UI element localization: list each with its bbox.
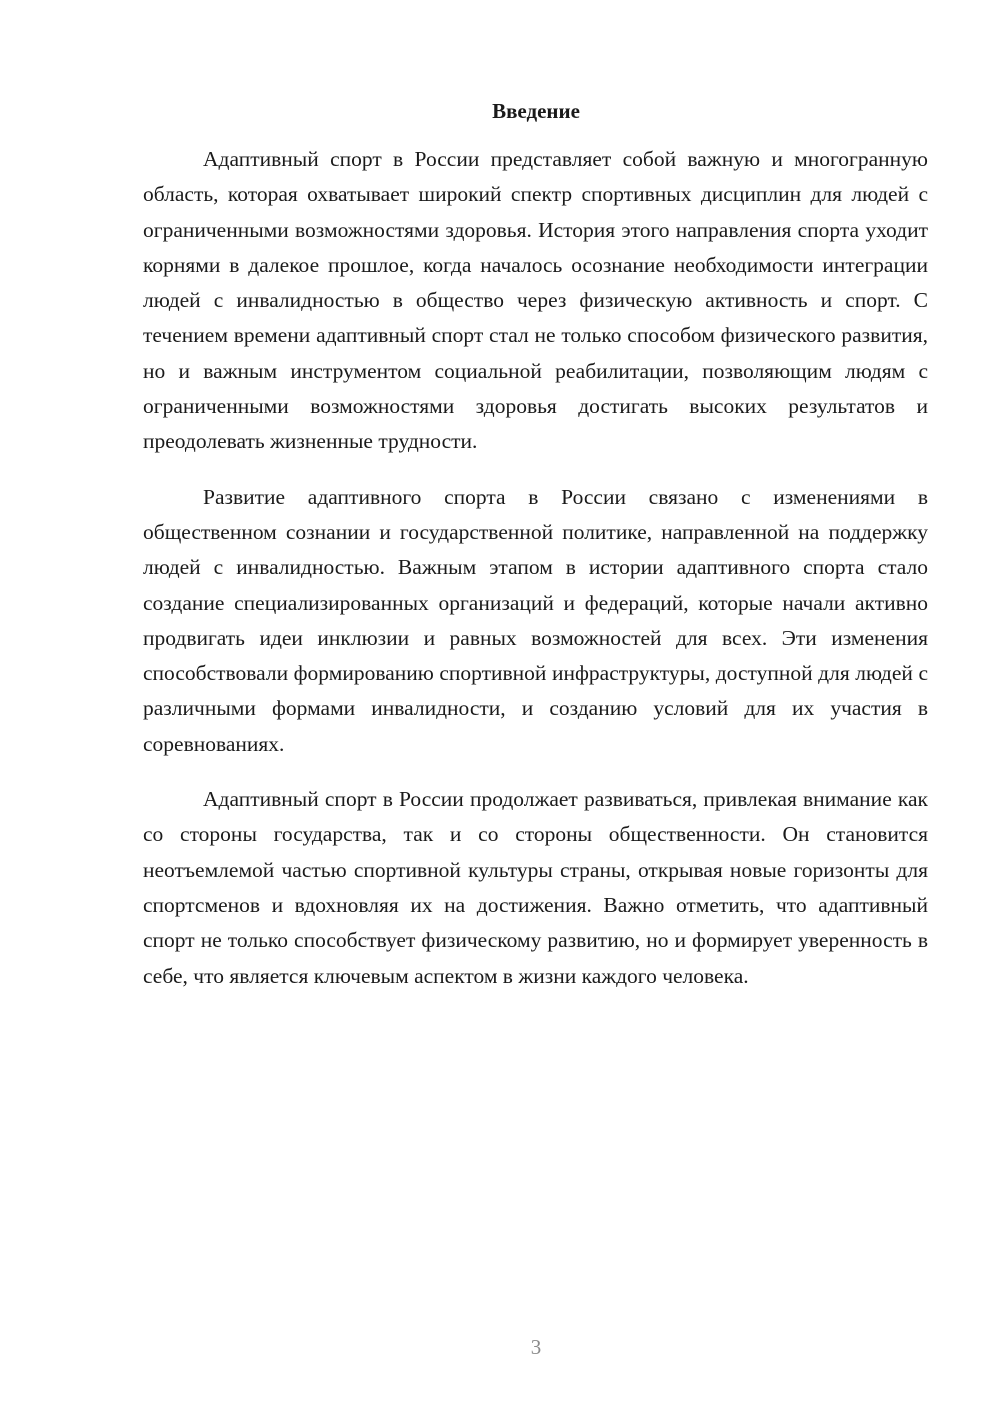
body-text (143, 142, 928, 1014)
paragraph-1: Адаптивный спорт в России представляет собой важную и многогранную область, которая охватывает широкий спектр спортивных дисциплин для людей с ограниченными возможностями здоровья. История этого направления спорта уходит корнями в далекое прошлое, когда началось осознание необходимости интеграции людей с инвалидностью в общество через физическую активность и спорт. С течением времени адаптивный спорт стал не только способом физического развития, но и важным инструментом социальной реабилитации, позволяющим людям с ограниченными возможностями здоровья достигать высоких результатов и преодолевать жизненные трудности. (143, 147, 928, 454)
page-number: 3 (530, 1335, 542, 1359)
section-title: Введение (492, 99, 580, 123)
paragraph-3: Адаптивный спорт в России продолжает развиваться, привлекая внимание как со стороны государства, так и со стороны общественности. Он становится неотъемлемой частью спортивной культуры страны, открывая новые горизонты для спортсменов и вдохновляя их на достижения. Важно отметить, что адаптивный спорт не только способствует физическому развитию, но и формирует уверенность в себе, что является ключевым аспектом в жизни каждого человека. (143, 787, 928, 988)
paragraph-2: Развитие адаптивного спорта в России связано с изменениями в общественном сознании и государственной политике, направленной на поддержку людей с инвалидностью. Важным этапом в истории адаптивного спорта стало создание специализированных организаций и федераций, которые начали активно продвигать идеи инклюзии и равных возможностей для всех. Эти изменения способствовали формированию спортивной инфраструктуры, доступной для людей с различными формами инвалидности, и созданию условий для их участия в соревнованиях. (143, 484, 928, 756)
